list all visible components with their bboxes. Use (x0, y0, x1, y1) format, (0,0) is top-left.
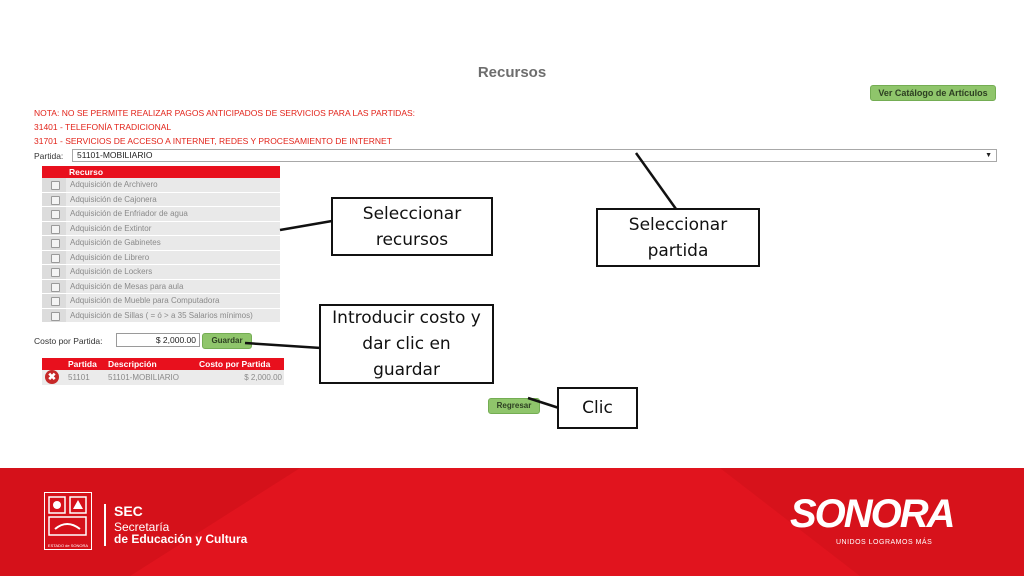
column-header-partida: Partida (68, 359, 97, 369)
callout-select-partida-text: Seleccionar partida (628, 214, 728, 261)
callout-select-resources-text: Seleccionar recursos (362, 203, 462, 250)
callout-select-partida (596, 208, 760, 267)
column-header-descripcion: Descripción (108, 359, 157, 369)
resource-label: Adquisición de Gabinetes (66, 236, 280, 250)
resource-label: Adquisición de Mesas para aula (66, 280, 280, 294)
sec-acronym: SEC (114, 503, 143, 519)
save-button[interactable]: Guardar (202, 333, 252, 349)
resource-label: Adquisición de Extintor (66, 222, 280, 236)
resources-header-label: Recurso (69, 167, 104, 177)
delete-icon[interactable]: ✖ (45, 370, 59, 384)
state-crest-logo (44, 492, 92, 550)
sec-line-2: de Educación y Cultura (114, 532, 248, 546)
resource-label: Adquisición de Archivero (66, 178, 280, 192)
page-title: Recursos (477, 64, 547, 81)
callout-click (557, 387, 638, 429)
note-line: NOTA: NO SE PERMITE REALIZAR PAGOS ANTICIPADOS DE SERVICIOS PARA LAS PARTIDAS: (34, 108, 416, 118)
partida-selected-value: 51101-MOBILIARIO (77, 150, 153, 160)
resource-label: Adquisición de Librero (66, 251, 280, 265)
sonora-logo: SONORA (790, 492, 954, 536)
resource-label: Adquisición de Cajonera (66, 193, 280, 207)
partida-label: Partida: (34, 151, 64, 161)
note-line: 31701 - SERVICIOS DE ACCESO A INTERNET, REDES Y PROCESAMIENTO DE INTERNET (34, 136, 392, 146)
cell-partida: 51101 (68, 373, 90, 382)
costo-input[interactable]: $ 2,000.00 (116, 333, 200, 347)
dropdown-arrow-icon: ▼ (985, 152, 992, 159)
sec-line-1: Secretaría (114, 520, 170, 534)
resource-label: Adquisición de Lockers (66, 265, 280, 279)
resource-label: Adquisición de Mueble para Computadora (66, 294, 280, 308)
callout-enter-cost (319, 304, 494, 384)
cell-descripcion: 51101-MOBILIARIO (108, 373, 179, 382)
sonora-tagline: UNIDOS LOGRAMOS MÁS (836, 539, 933, 546)
callout-enter-cost-text: Introducir costo y dar clic en guardar (332, 308, 481, 380)
view-catalog-button[interactable]: Ver Catálogo de Artículos (870, 85, 996, 101)
column-header-costo: Costo por Partida (199, 359, 271, 369)
crest-caption: ESTADO de SONORA (47, 543, 89, 548)
cell-costo: $ 2,000.00 (244, 373, 282, 382)
back-button[interactable]: Regresar (488, 398, 540, 414)
resource-label: Adquisición de Sillas ( = ó > a 35 Salarios mínimos) (66, 309, 280, 323)
footer-banner (0, 468, 1024, 576)
callout-select-resources (331, 197, 493, 256)
resource-label: Adquisición de Enfriador de agua (66, 207, 280, 221)
note-line: 31401 - TELEFONÍA TRADICIONAL (34, 122, 172, 132)
callout-click-text: Clic (582, 398, 613, 418)
costo-label: Costo por Partida: (34, 336, 103, 346)
footer-divider (104, 504, 106, 546)
